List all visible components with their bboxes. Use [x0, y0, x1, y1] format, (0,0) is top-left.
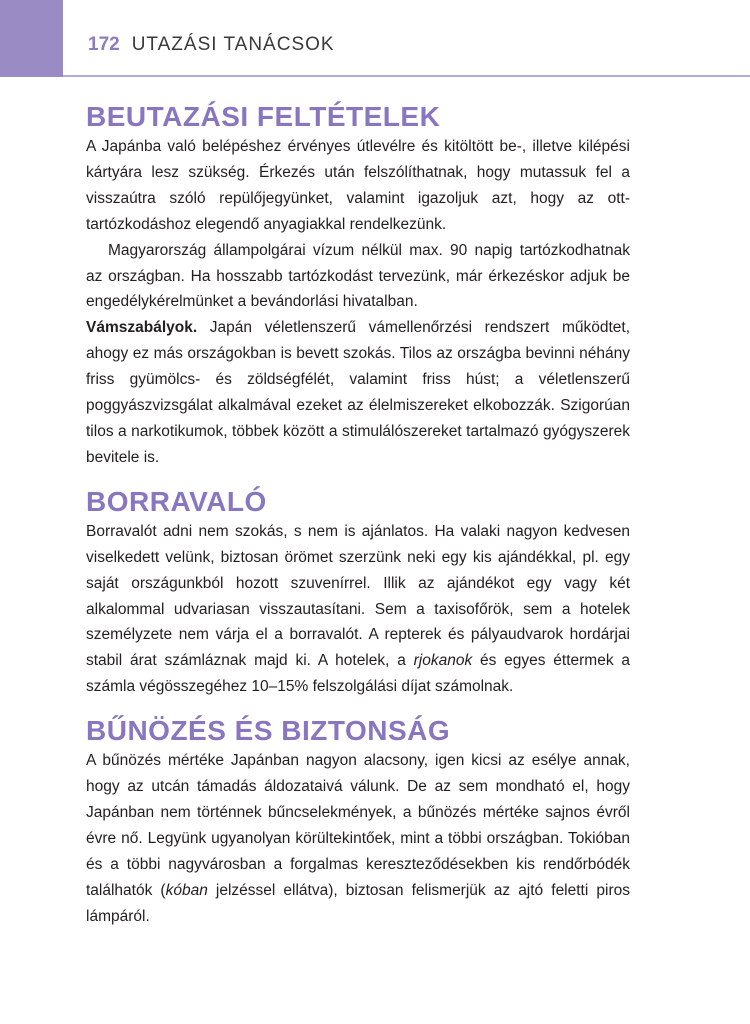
section-tipping	[86, 485, 630, 700]
paragraph-text: jelzéssel ellátva), biztosan felismerjük az ajtó feletti piros lámpáról.	[86, 881, 630, 925]
paragraph	[86, 748, 630, 929]
running-title: UTAZÁSI TANÁCSOK	[131, 34, 335, 55]
section-entry-requirements	[86, 100, 630, 471]
paragraph-text: Japán véletlenszerű vámellenőrzési rendszert működtet, ahogy ez más országokban is bevett szokás. Tilos az országba bevinni néhány friss gyümölcs- és zöldségfélét, valamint friss húst; a véletlenszerű poggyászvizsgálat alkalmával ezeket az élelmiszereket elkobozzák. Szigorúan tilos a narkotikumok, többek között a stimulálószereket tartalmazó gyógyszerek bevitele is.	[86, 319, 630, 466]
italic-term: rjokanok	[413, 652, 473, 670]
run-in-heading: Vámszabályok.	[86, 319, 198, 337]
paragraph-text: A bűnözés mértéke Japánban nagyon alacsony, igen kicsi az esélye annak, hogy az utcán támadás áldozataivá válunk. De az sem mondható el, hogy Japánban nem történnek bűncselekmények, a bűnözés mértéke sajnos évről évre nő. Legyünk ugyanolyan körültekintőek, mint a többi országban. Tokióban és a többi nagyvárosban a forgalmas kereszteződésekben kis rendőrbódék találhatók (	[86, 752, 630, 899]
paragraph-text: Borravalót adni nem szokás, s nem is ajánlatos. Ha valaki nagyon kedvesen viselkedett velünk, biztosan örömet szerzünk neki egy kis ajándékkal, pl. egy saját országunkból hozott szuvenírrel. Illik az ajándékot egy vagy két alkalommal udvariasan visszautasítani. Sem a taxisofőrök, sem a hotelek személyzete nem várja el a borravalót. A repterek és pályaudvarok hordárjai stabil árat számláznak majd ki. A hotelek, a	[86, 522, 630, 670]
page-body	[86, 100, 630, 943]
page-corner-tab	[0, 0, 63, 77]
page-number: 172	[88, 34, 120, 55]
paragraph: A Japánba való belépéshez érvényes útlevélre és kitöltött be-, illetve kilépési kártyára lesz szükség. Érkezés után felszólíthatnak, hogy mutassuk fel a visszaútra szóló repülőjegyünket, valamint igazoljuk azt, hogy az ott-tartózkodáshoz elegendő anyagiakkal rendelkezünk.	[86, 138, 630, 233]
section-crime-safety	[86, 714, 630, 929]
paragraph: Magyarország állampolgárai vízum nélkül max. 90 napig tartózkodhatnak az országban. Ha hosszabb tartózkodást tervezünk, már érkezéskor adjuk be engedélykérelmünket a bevándorlási hivatalban.	[86, 241, 630, 311]
section-heading: BORRAVALÓ	[86, 485, 267, 517]
section-heading: BŰNÖZÉS ÉS BIZTONSÁG	[86, 715, 451, 747]
section-heading: BEUTAZÁSI FELTÉTELEK	[86, 101, 441, 132]
paragraph-customs	[86, 315, 630, 470]
paragraph	[86, 519, 630, 700]
running-header	[88, 34, 335, 56]
italic-term: kóban	[165, 881, 208, 899]
paragraph-text: és egyes éttermek a számla végösszegéhez 10–15% felszolgálási díjat számolnak.	[86, 652, 630, 696]
header-rule	[63, 75, 750, 77]
